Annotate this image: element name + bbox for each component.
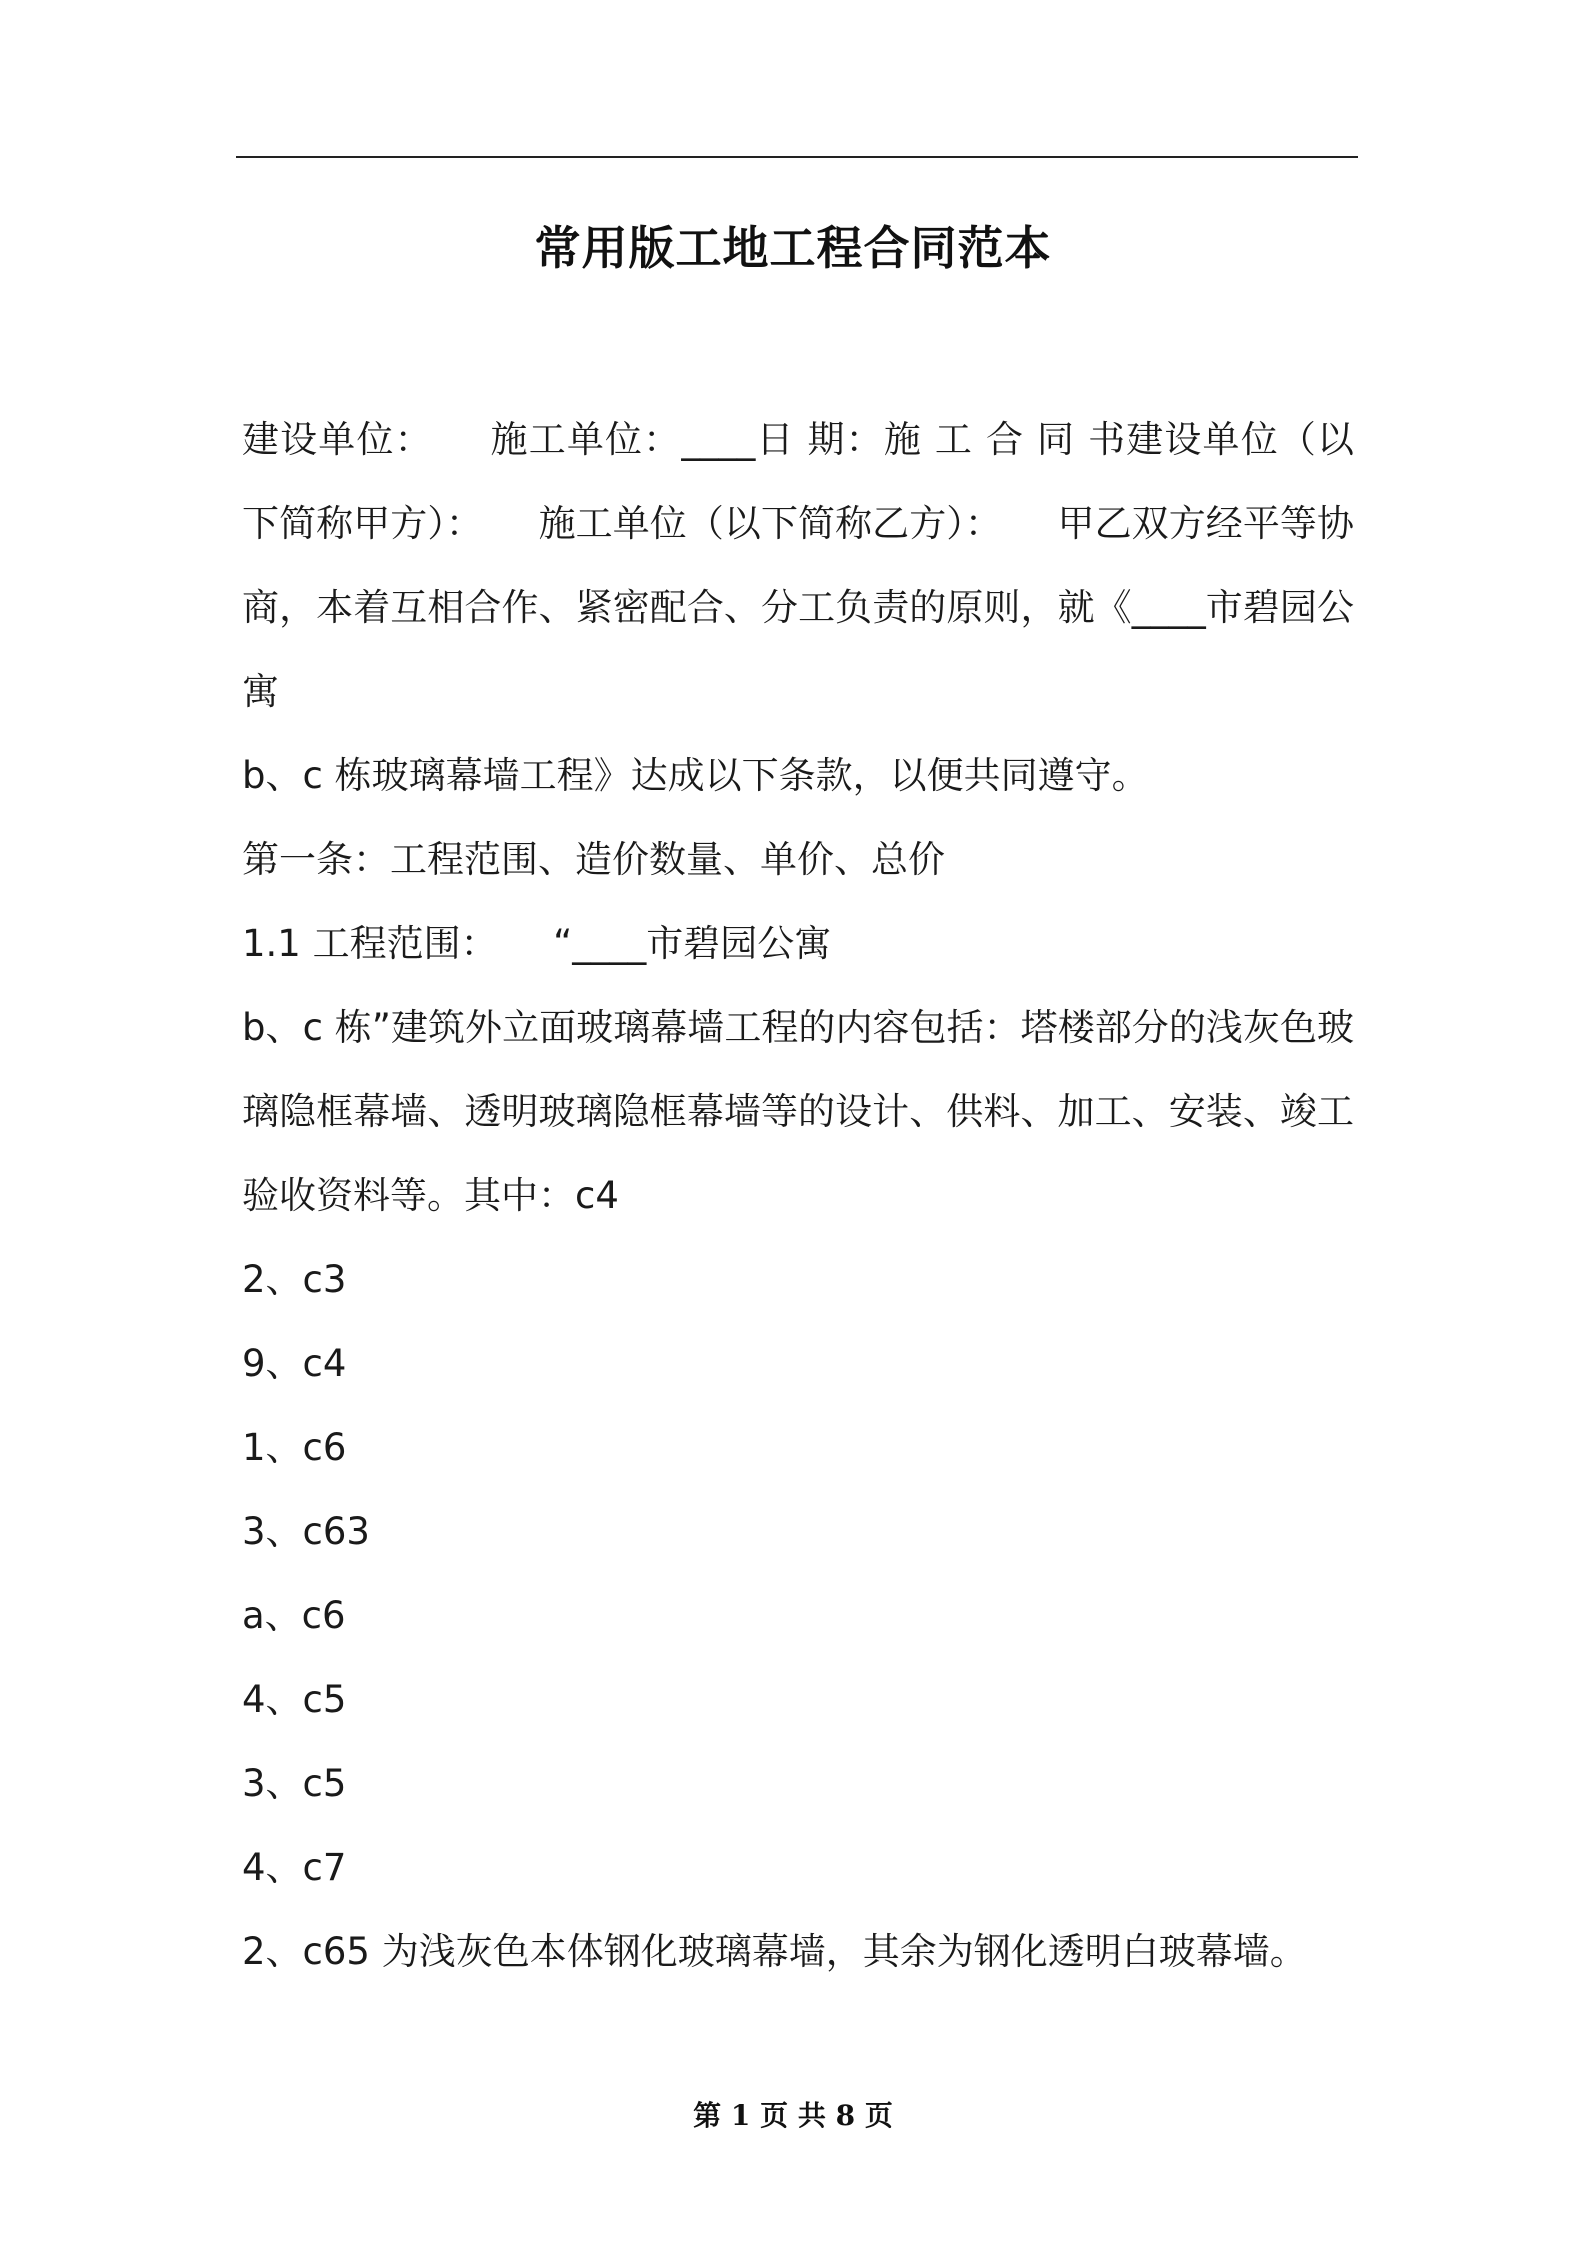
section-heading: 第一条：工程范围、造价数量、单价、总价 — [242, 838, 945, 881]
paragraph-intro: 建设单位： 施工单位：____日 期：施 工 合 同 书建设单位（以下简称甲方）： 施工单位（以下简称乙方）： 甲乙双方经平等协商，本着互相合作、紧密配合、分工负责的原则，就《____市碧园公寓 — [242, 418, 1354, 713]
list-item: 2、c3 — [242, 1258, 347, 1301]
paragraph: 1.1 工程范围： “____市碧园公寓 — [242, 922, 832, 965]
list-item: 4、c7 — [242, 1846, 347, 1889]
list-item: 9、c4 — [242, 1342, 347, 1385]
list-item: a、c6 — [242, 1594, 346, 1637]
paragraph: 2、c65 为浅灰色本体钢化玻璃幕墙，其余为钢化透明白玻幕墙。 — [242, 1930, 1307, 1973]
document-body — [242, 398, 1354, 1994]
paragraph: b、c 栋玻璃幕墙工程》达成以下条款，以便共同遵守。 — [242, 754, 1149, 797]
page-number-footer: 第 1 页 共 8 页 — [693, 2099, 893, 2132]
paragraph: b、c 栋”建筑外立面玻璃幕墙工程的内容包括：塔楼部分的浅灰色玻璃隐框幕墙、透明玻璃隐框幕墙等的设计、供料、加工、安装、竣工验收资料等。其中：c4 — [242, 1006, 1354, 1217]
list-item: 3、c5 — [242, 1762, 347, 1805]
list-item: 1、c6 — [242, 1426, 347, 1469]
list-item: 4、c5 — [242, 1678, 347, 1721]
list-item: 3、c63 — [242, 1510, 370, 1553]
document-title: 常用版工地工程合同范本 — [534, 221, 1052, 275]
header-rule — [236, 156, 1358, 158]
